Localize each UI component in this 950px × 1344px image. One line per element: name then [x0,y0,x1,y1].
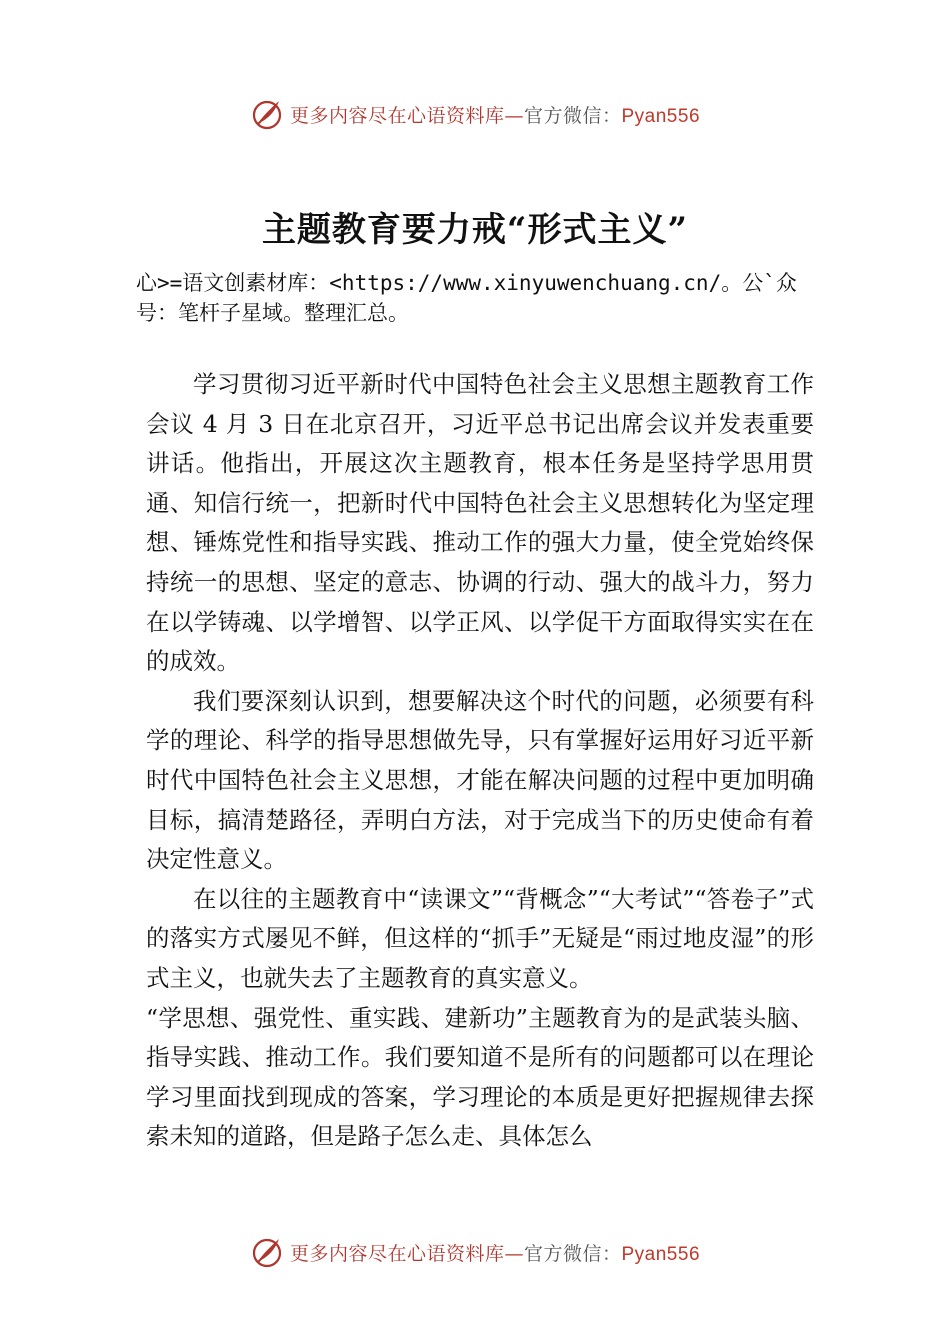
banner-brand-text: 更多内容尽在心语资料库 [289,1242,505,1265]
banner-brand-text: 更多内容尽在心语资料库 [289,104,505,127]
paragraph: 学习贯彻习近平新时代中国特色社会主义思想主题教育工作会议 4 月 3 日在北京召开，习近平总书记出席会议并发表重要讲话。他指出，开展这次主题教育，根本任务是坚持学思用贯通、知信行统一，把新时代中国特色社会主义思想转化为坚定理想、锤炼党性和指导实践、推动工作的强大力量，使全党始终保持统一的思想、坚定的意志、协调的行动、强大的战斗力，努力在以学铸魂、以学增智、以学正风、以学促干方面取得实实在在的成效。 [146,370,814,676]
banner-dash: — [504,1242,524,1265]
banner-account: Pyan556 [621,105,701,127]
paragraph: 我们要深刻认识到，想要解决这个时代的问题，必须要有科学的理论、科学的指导思想做先导，只有掌握好运用好习近平新时代中国特色社会主义思想，才能在解决问题的过程中更加明确目标，搞清楚路径，弄明白方法，对于完成当下的历史使命有着决定性意义。 [146,686,814,874]
banner-wechat-label: 官方微信： [523,1242,622,1265]
banner-dash: — [504,104,524,127]
banner-account: Pyan556 [621,1243,701,1265]
footer-banner [0,1232,950,1272]
paragraph: “学思想、强党性、重实践、建新功”主题教育为的是武装头脑、指导实践、推动工作。我们要知道不是所有的问题都可以在理论学习里面找到现成的答案，学习理论的本质是更好把握规律去探索未知的道路，但是路子怎么走、具体怎么 [146,1003,814,1151]
source-line: 心>=语文创素材库：<https://www.xinyuwenchuang.cn/。公`众号：笔杆子星域。整理汇总。 [136,271,797,325]
paragraph: 在以往的主题教育中“读课文”“背概念”“大考试”“答卷子”式的落实方式屡见不鲜，但这样的“抓手”无疑是“雨过地皮湿”的形式主义，也就失去了主题教育的真实意义。 [146,884,814,992]
quill-logo-icon [250,1235,284,1269]
page-title: 主题教育要力戒“形式主义” [261,210,689,250]
quill-logo-icon [250,97,284,131]
banner-wechat-label: 官方微信： [523,104,622,127]
header-banner [0,94,950,134]
article-body [146,365,814,1157]
